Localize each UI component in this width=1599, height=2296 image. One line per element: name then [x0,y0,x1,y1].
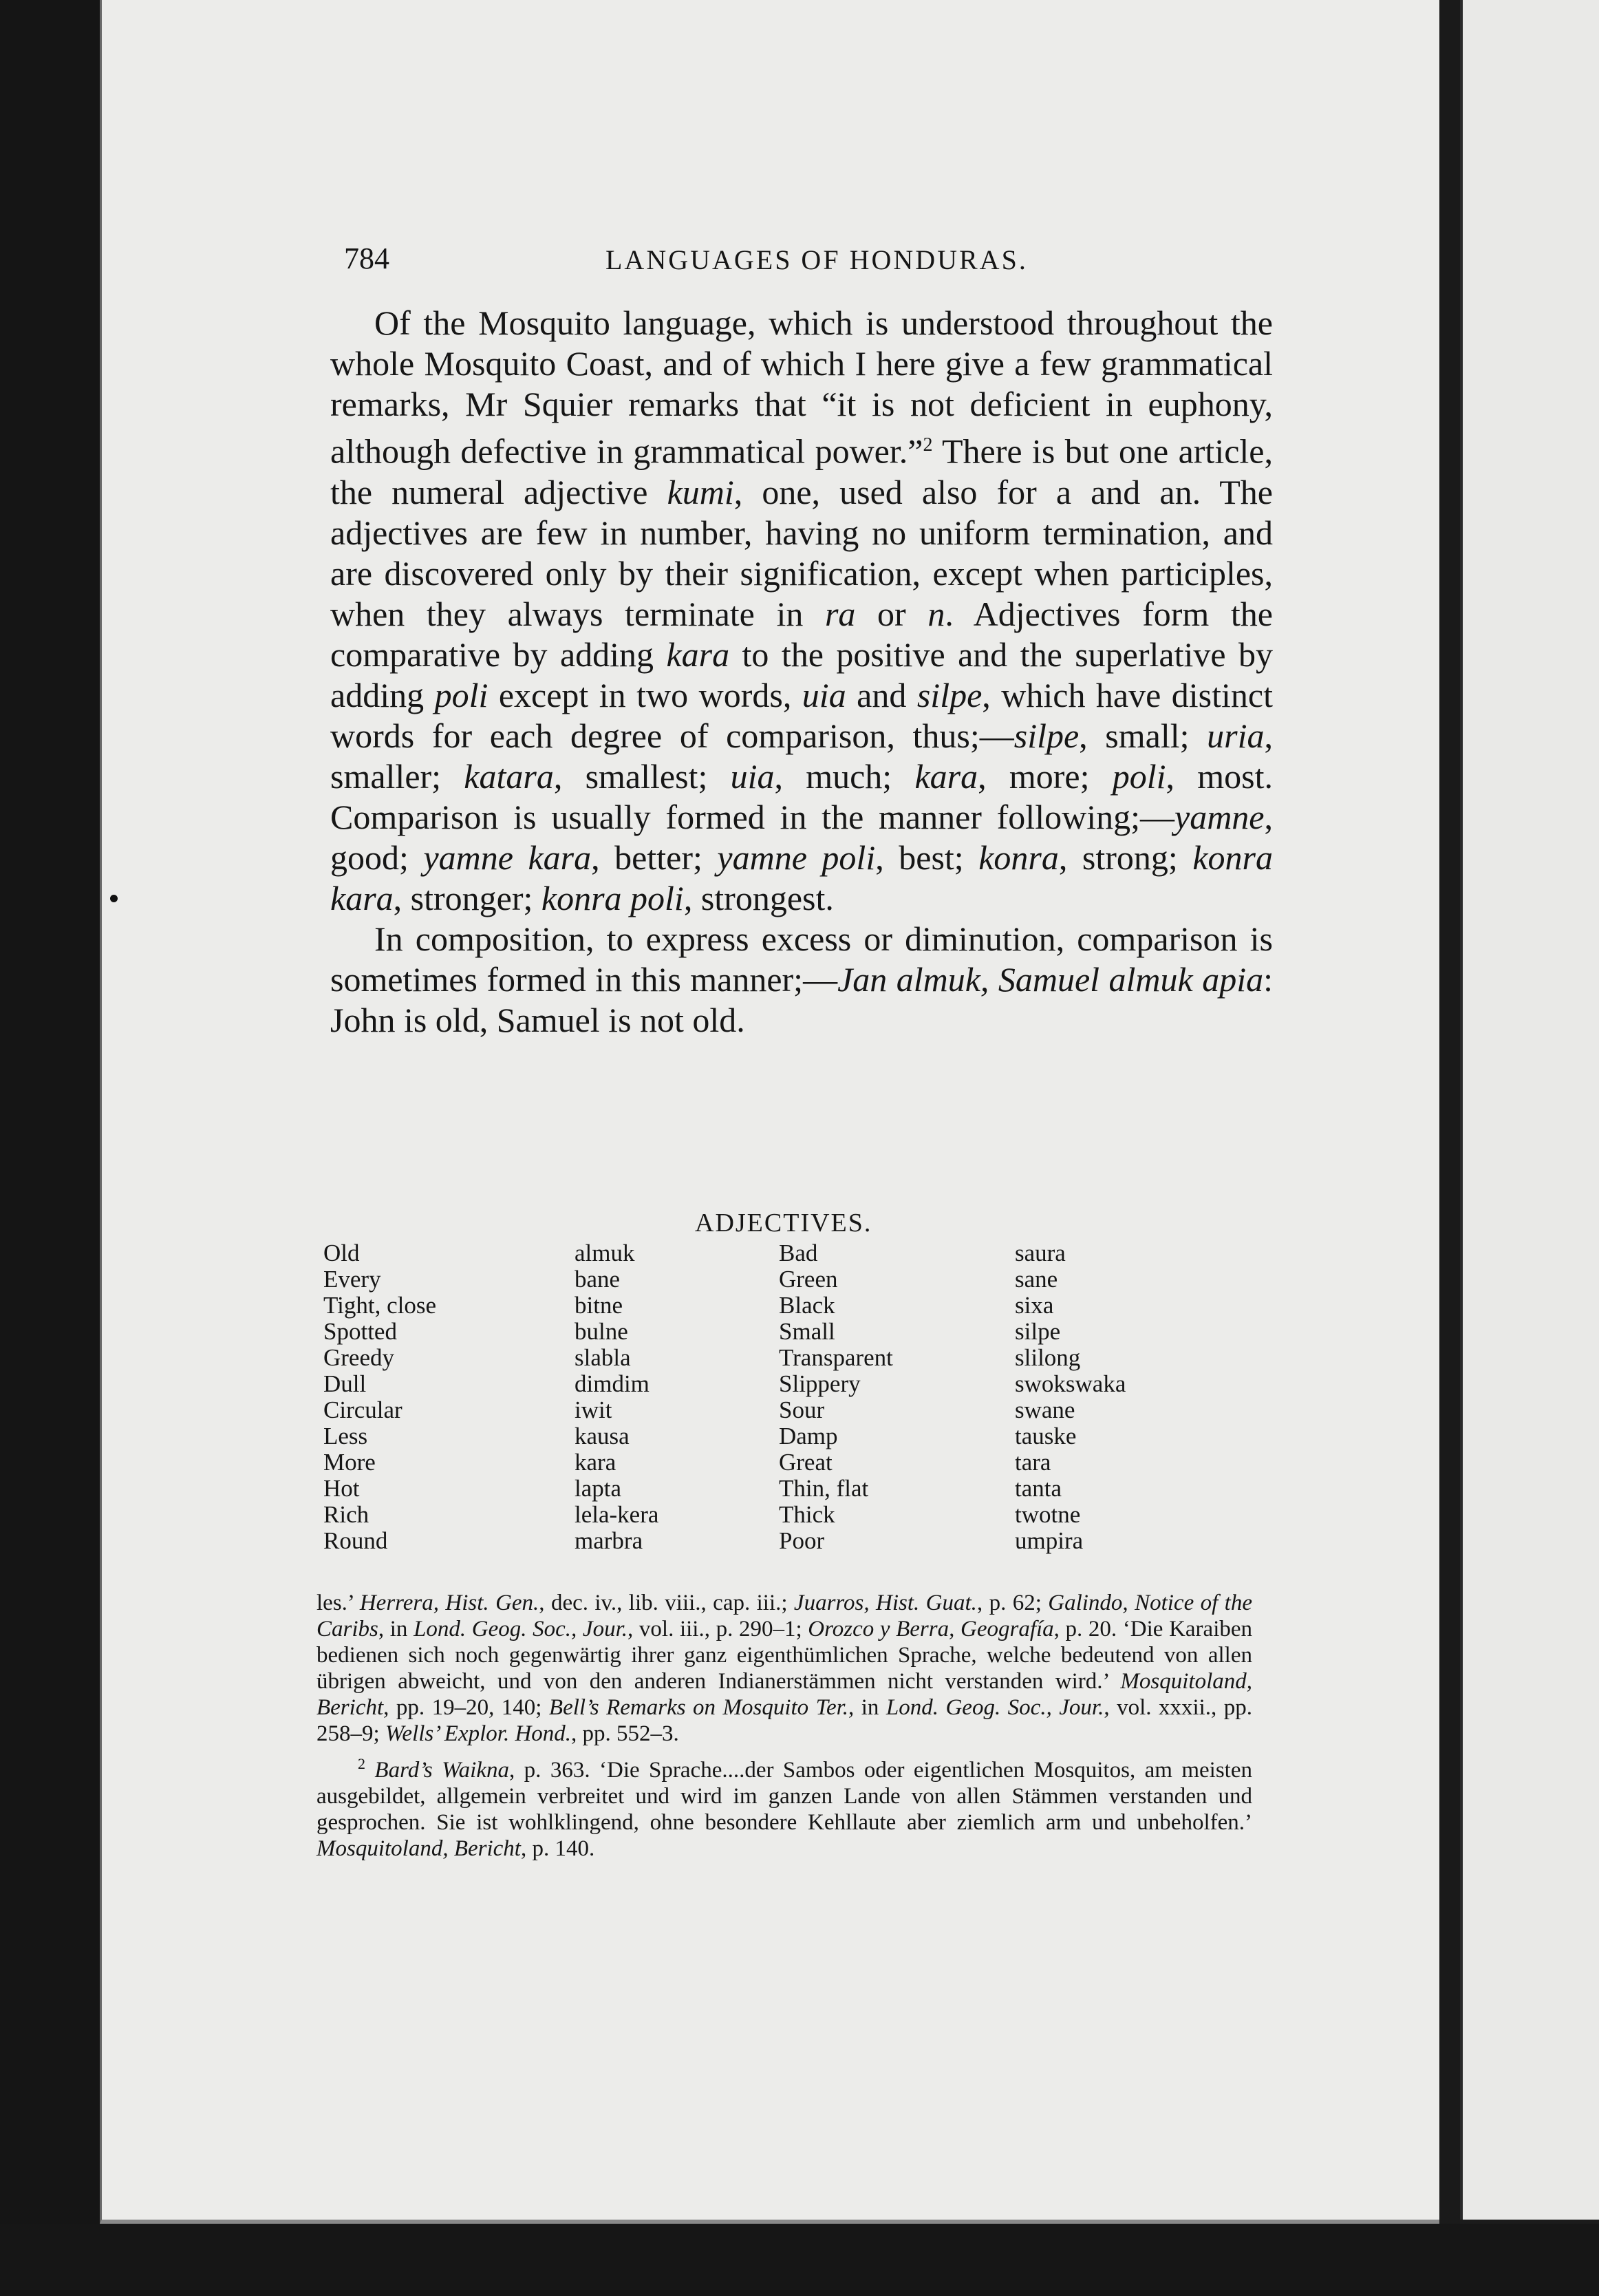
text-run: Of the Mosquito language, which is understood throughout the whole Mosquito Coast, and of which I here give a few grammatical remarks, Mr Squier remarks that “it is not deficient in euphony, although defective in grammatical power.” [330,304,1273,471]
table-cell: Thin, flat [779,1475,869,1502]
table-cell: Damp [779,1423,838,1449]
term: silpe [916,675,983,714]
table-cell: umpira [1015,1527,1084,1554]
term: n [927,594,945,633]
text-run: , in [848,1695,886,1720]
table-cell: tanta [1015,1475,1062,1502]
text-run: , smaller; [330,716,1273,796]
table-cell: sixa [1015,1292,1054,1319]
term: konra [978,838,1059,877]
table-cell: sane [1015,1266,1058,1293]
text-run: , most. Comparison is usually formed in the manner following;— [330,756,1273,836]
table-cell: Greedy [323,1344,395,1371]
table-cell: Green [779,1266,838,1293]
table-cell: Every [323,1266,381,1293]
table-cell: Old [323,1240,360,1266]
text-run: , strongest. [683,878,834,917]
adjectives-english-col-1 [323,1240,436,1554]
adjectives-mosquito-col-2 [1015,1240,1126,1554]
text-run: , vol. xxxii., pp. 258–9; [316,1695,1253,1746]
term: kara [914,756,978,796]
table-cell: slabla [575,1344,631,1371]
text-run: , best; [875,838,979,877]
term: poli [434,675,489,714]
text-run: , vol. iii., p. 290–1; [627,1617,808,1641]
term: uria [1207,716,1265,755]
table-cell: dimdim [575,1370,650,1397]
table-cell: Tight, close [323,1292,437,1319]
running-head: LANGUAGES OF HONDURAS. [605,244,1028,275]
text-run: , strong; [1058,838,1193,877]
term: yamne [1174,797,1265,836]
term: uia [730,756,775,796]
text-run: , small; [1079,716,1208,755]
citation: Lond. Geog. Soc., Jour. [414,1617,628,1641]
table-cell: bane [575,1266,621,1293]
citation: Mosquitoland, Bericht [316,1669,1252,1720]
table-cell: iwit [575,1396,612,1423]
text-run: , dec. iv., lib. viii., cap. iii.; [539,1591,794,1615]
table-cell: silpe [1015,1318,1061,1345]
text-run: There is but one article, the numeral adjective [330,432,1273,511]
term: konra kara [330,838,1273,917]
table-cell: Sour [779,1396,825,1423]
table-cell: marbra [575,1527,643,1554]
book-gutter [1439,0,1460,2296]
text-run: except in two words, [488,675,802,714]
table-cell: Slippery [779,1370,861,1397]
table-cell: Thick [779,1501,835,1528]
footnote-1-continued [316,1590,1252,1747]
text-run: , smallest; [553,756,731,796]
table-cell: Great [779,1449,833,1476]
text-run: , p. 363. ‘Die Sprache....der Sambos oder eigentlichen Mosquitos, am meisten ausgebildet, allgemein verbreitet und wird im ganzen Lande von allen Stämmen verstanden und gesprochen. Sie ist wohlklingend, ohne besondere Kehllaute aber ziemlich arm und unbeholfen.’ [316,1758,1252,1835]
table-cell: Circular [323,1396,403,1423]
table-cell: Bad [779,1240,818,1266]
footnote-2 [316,1751,1252,1862]
term: yamne kara [423,838,592,877]
table-cell: bulne [575,1318,628,1345]
page-number: 784 [344,242,389,275]
text-run: les.’ [316,1591,360,1615]
main-text [330,303,1273,1041]
text-run: , p. 20. ‘Die Karaiben bedienen sich noch gegenwärtig ihrer ganz eigenthümlichen Sprache, welche bedeutend von allen übrigen abweicht, und von den anderen Indianerstämmen nicht verstanden wird.’ [316,1617,1253,1694]
table-cell: Rich [323,1501,369,1528]
text-run: to the positive and the superlative by adding [330,635,1273,714]
page-header [344,241,1266,282]
citation: Juarros, Hist. Guat. [793,1591,977,1615]
term: poli [1112,756,1166,796]
text-run: . Adjectives form the comparative by adding [330,594,1273,674]
paragraph-1 [330,303,1273,919]
table-cell: Dull [323,1370,367,1397]
text-run: , p. 140. [520,1836,595,1861]
citation: Mosquitoland, Bericht [316,1836,521,1861]
text-run: , better; [591,838,718,877]
table-cell: twotne [1015,1501,1081,1528]
table-cell: lapta [575,1475,622,1502]
term: kara [666,635,730,674]
table-cell: slilong [1015,1344,1081,1371]
table-cell: saura [1015,1240,1066,1266]
text-run: , good; [330,797,1273,877]
table-cell: Round [323,1527,388,1554]
text-run: and [846,675,917,714]
term: konra poli [541,878,684,917]
scan-left-margin [0,0,100,2296]
term: yamne poli [717,838,876,877]
text-run: or [855,594,928,633]
text-run: In composition, to express excess or diminution, comparison is sometimes formed in this manner;— [330,919,1273,999]
citation: Galindo, Notice of the Caribs [316,1591,1252,1641]
footnote-number: 2 [358,1755,365,1772]
term: uia [802,675,846,714]
facing-page-edge [1460,0,1599,2220]
scan-bottom-margin [0,2224,1599,2296]
text-run: , more; [978,756,1113,796]
table-cell: Small [779,1318,835,1345]
term: katara [464,756,554,796]
table-cell: Poor [779,1527,825,1554]
table-cell: kausa [575,1423,630,1449]
table-cell: Spotted [323,1318,397,1345]
footnotes [316,1590,1252,1866]
text-run: , stronger; [393,878,541,917]
scan-speck [110,895,118,902]
paragraph-2 [330,919,1273,1041]
table-cell: lela-kera [575,1501,659,1528]
text-run: , one, used also for a and an. The adjectives are few in number, having no uniform termination, and are discovered only by their signification, except when participles, when they always terminate in [330,472,1273,633]
text-run: , pp. 19–20, 140; [383,1695,549,1720]
table-cell: More [323,1449,376,1476]
table-cell: almuk [575,1240,635,1266]
citation: Orozco y Berra, Geografía [808,1617,1054,1641]
term: kumi [667,472,734,511]
table-cell: swokswaka [1015,1370,1126,1397]
adjectives-english-col-2 [779,1240,893,1554]
citation: Lond. Geog. Soc., Jour. [886,1695,1104,1720]
text-run: , which have distinct words for each degree of comparison, thus;— [330,675,1273,755]
term: silpe [1013,716,1080,755]
text-run: , in [378,1617,414,1641]
text-run: , much; [774,756,915,796]
text-run: : John is old, Samuel is not old. [330,959,1273,1039]
citation: Wells’ Explor. Hond. [385,1721,572,1746]
table-cell: Less [323,1423,368,1449]
citation: Herrera, Hist. Gen. [359,1591,539,1615]
table-cell: swane [1015,1396,1075,1423]
footnote-ref: 2 [923,434,933,456]
table-cell: bitne [575,1292,623,1319]
text-run: , p. 62; [976,1591,1049,1615]
table-cell: Hot [323,1475,360,1502]
text-run: , pp. 552–3. [571,1721,679,1746]
table-cell: kara [575,1449,616,1476]
adjectives-heading: ADJECTIVES. [695,1209,872,1237]
term: Jan almuk, Samuel almuk apia [837,959,1264,999]
table-cell: Transparent [779,1344,893,1371]
table-cell: tara [1015,1449,1051,1476]
table-cell: tauske [1015,1423,1077,1449]
adjectives-mosquito-col-1 [575,1240,658,1554]
citation: Bard’s Waikna [374,1758,509,1783]
citation: Bell’s Remarks on Mosquito Ter. [548,1695,849,1720]
term: ra [824,594,856,633]
table-cell: Black [779,1292,835,1319]
